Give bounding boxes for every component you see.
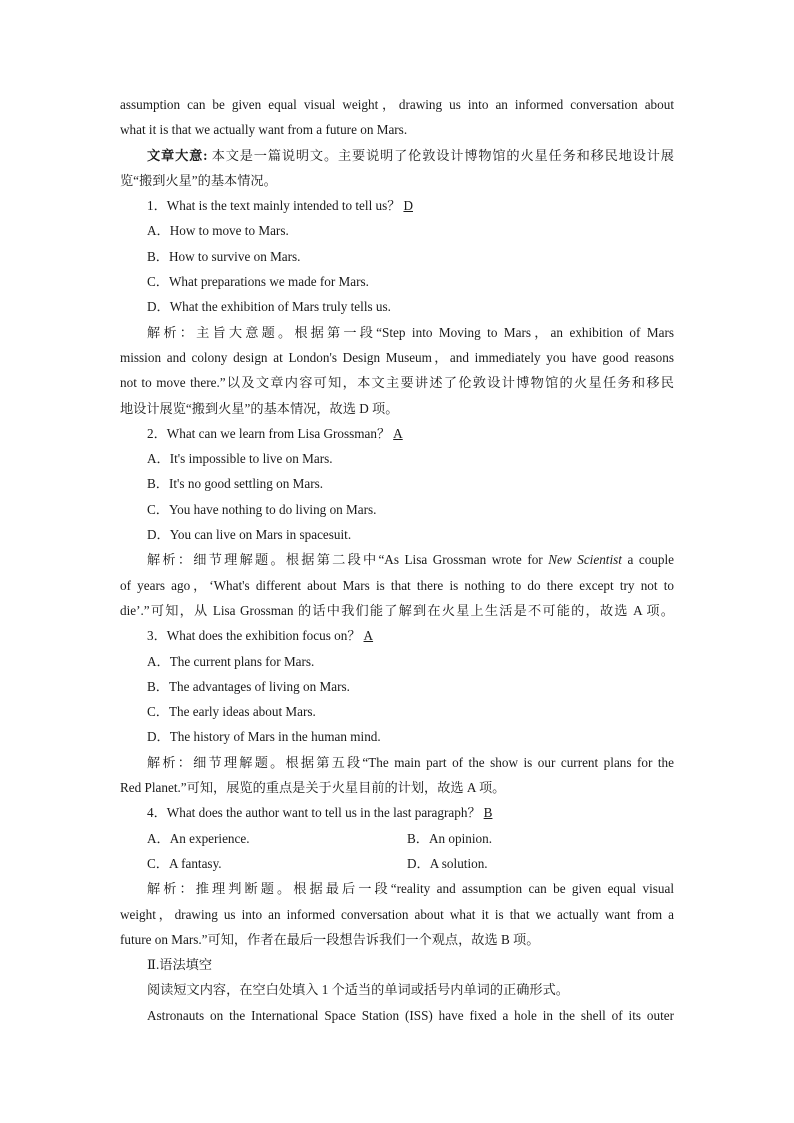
q1-analysis-line-3: not to move there.”以及文章内容可知，本文主要讲述了伦敦设计博物馆的火星任务和移民 <box>120 375 674 391</box>
q1-option-c: C．What preparations we made for Mars. <box>147 274 369 290</box>
q2-stem-text: 2．What can we learn from Lisa Grossman？ <box>147 425 391 441</box>
q3-option-c: C．The early ideas about Mars. <box>147 704 316 720</box>
document-page <box>120 92 674 1028</box>
summary-text-1: 本文是一篇说明文。主要说明了伦敦设计博物馆的火星任务和移民地设计展 <box>207 147 674 163</box>
q4-analysis-line-3: future on Mars.”可知，作者在最后一段想告诉我们一个观点，故选 B 项。 <box>120 931 540 947</box>
q3-analysis-label: 解析： <box>147 754 194 770</box>
q2-answer: A <box>393 425 403 441</box>
q2-option-a: A．It's impossible to live on Mars. <box>147 451 333 467</box>
q4-analysis-line-2: weight，drawing us into an informed conversation about what it is that we actually want from a <box>120 906 674 922</box>
q2-option-d: D．You can live on Mars in spacesuit. <box>147 527 352 543</box>
q2-analysis-text-1a: 细节理解题。根据第二段中“As Lisa Grossman wrote for <box>193 552 549 568</box>
q1-analysis-line-4: 地设计展览“搬到火星”的基本情况，故选 D 项。 <box>120 400 399 416</box>
q4-analysis-text-1: 推理判断题。根据最后一段“reality and assumption can be given equal visual <box>195 881 674 897</box>
summary-line-2: 览“搬到火星”的基本情况。 <box>120 172 277 188</box>
q3-stem <box>120 623 674 648</box>
q1-analysis-label: 解析： <box>147 324 197 340</box>
q1-analysis-text-1: 主旨大意题。根据第一段“Step into Moving to Mars，an exhibition of Mars <box>196 324 674 340</box>
q2-option-b: B．It's no good settling on Mars. <box>147 476 324 492</box>
q4-analysis-line-1 <box>120 876 674 901</box>
q1-stem <box>120 193 674 218</box>
q1-analysis-line-1 <box>120 320 674 345</box>
q1-answer: D <box>403 198 413 214</box>
q2-analysis-italic: New Scientist <box>548 552 622 568</box>
q3-option-d: D．The history of Mars in the human mind. <box>147 729 381 745</box>
q4-stem-text: 4．What does the author want to tell us in the last paragraph？ <box>147 805 481 821</box>
q1-analysis-line-2: mission and colony design at London's Design Museum，and immediately you have good reasons <box>120 349 674 365</box>
q3-option-a: A．The current plans for Mars. <box>147 653 315 669</box>
q2-stem <box>120 421 674 446</box>
q2-analysis-line-1 <box>120 547 674 572</box>
intro-line-1: assumption can be given equal visual weight，drawing us into an informed conversation about <box>120 97 674 112</box>
section2-instruction: 阅读短文内容，在空白处填入 1 个适当的单词或括号内单词的正确形式。 <box>147 982 569 998</box>
q1-option-b: B．How to survive on Mars. <box>147 248 301 264</box>
q2-analysis-label: 解析： <box>147 552 194 568</box>
q4-analysis-label: 解析： <box>147 881 196 897</box>
q1-option-a: A．How to move to Mars. <box>147 223 289 239</box>
q4-answer: B <box>483 805 493 821</box>
q3-analysis-line-2: Red Planet.”可知，展览的重点是关于火星目前的计划，故选 A 项。 <box>120 780 506 796</box>
q3-analysis-text-1: 细节理解题。根据第五段“The main part of the show is our current plans for the <box>193 754 674 770</box>
q4-options-row-1 <box>120 826 674 851</box>
q4-option-c: C．A fantasy. <box>147 855 222 871</box>
q2-analysis-line-2: of years ago，‘What's different about Mars is that there is nothing to do there except try not to <box>120 577 674 593</box>
q4-options-row-2 <box>120 851 674 876</box>
q3-analysis-line-1 <box>120 750 674 775</box>
q4-stem <box>120 800 674 825</box>
summary-line-1 <box>120 143 674 168</box>
section2-passage-line-1: Astronauts on the International Space Station (ISS) have fixed a hole in the shell of its outer <box>147 1007 674 1023</box>
q2-option-c: C．You have nothing to do living on Mars. <box>147 501 377 517</box>
section2-heading: Ⅱ.语法填空 <box>147 957 213 973</box>
q4-option-d: D．A solution. <box>407 855 488 871</box>
q1-stem-text: 1．What is the text mainly intended to tell us？ <box>147 198 401 214</box>
q3-stem-text: 3．What does the exhibition focus on？ <box>147 628 361 644</box>
q4-option-b: B．An opinion. <box>407 830 492 846</box>
q2-analysis-line-3: die’.”可知，从 Lisa Grossman 的话中我们能了解到在火星上生活是不可能的，故选 A 项。 <box>120 602 674 618</box>
summary-label: 文章大意: <box>147 147 208 163</box>
q3-answer: A <box>363 628 374 644</box>
intro-line-2: what it is that we actually want from a future on Mars. <box>120 122 408 138</box>
q4-option-a: A．An experience. <box>147 830 250 846</box>
q2-analysis-text-1b: a couple <box>621 552 674 568</box>
q1-option-d: D．What the exhibition of Mars truly tells us. <box>147 299 391 315</box>
q3-option-b: B．The advantages of living on Mars. <box>147 678 350 694</box>
